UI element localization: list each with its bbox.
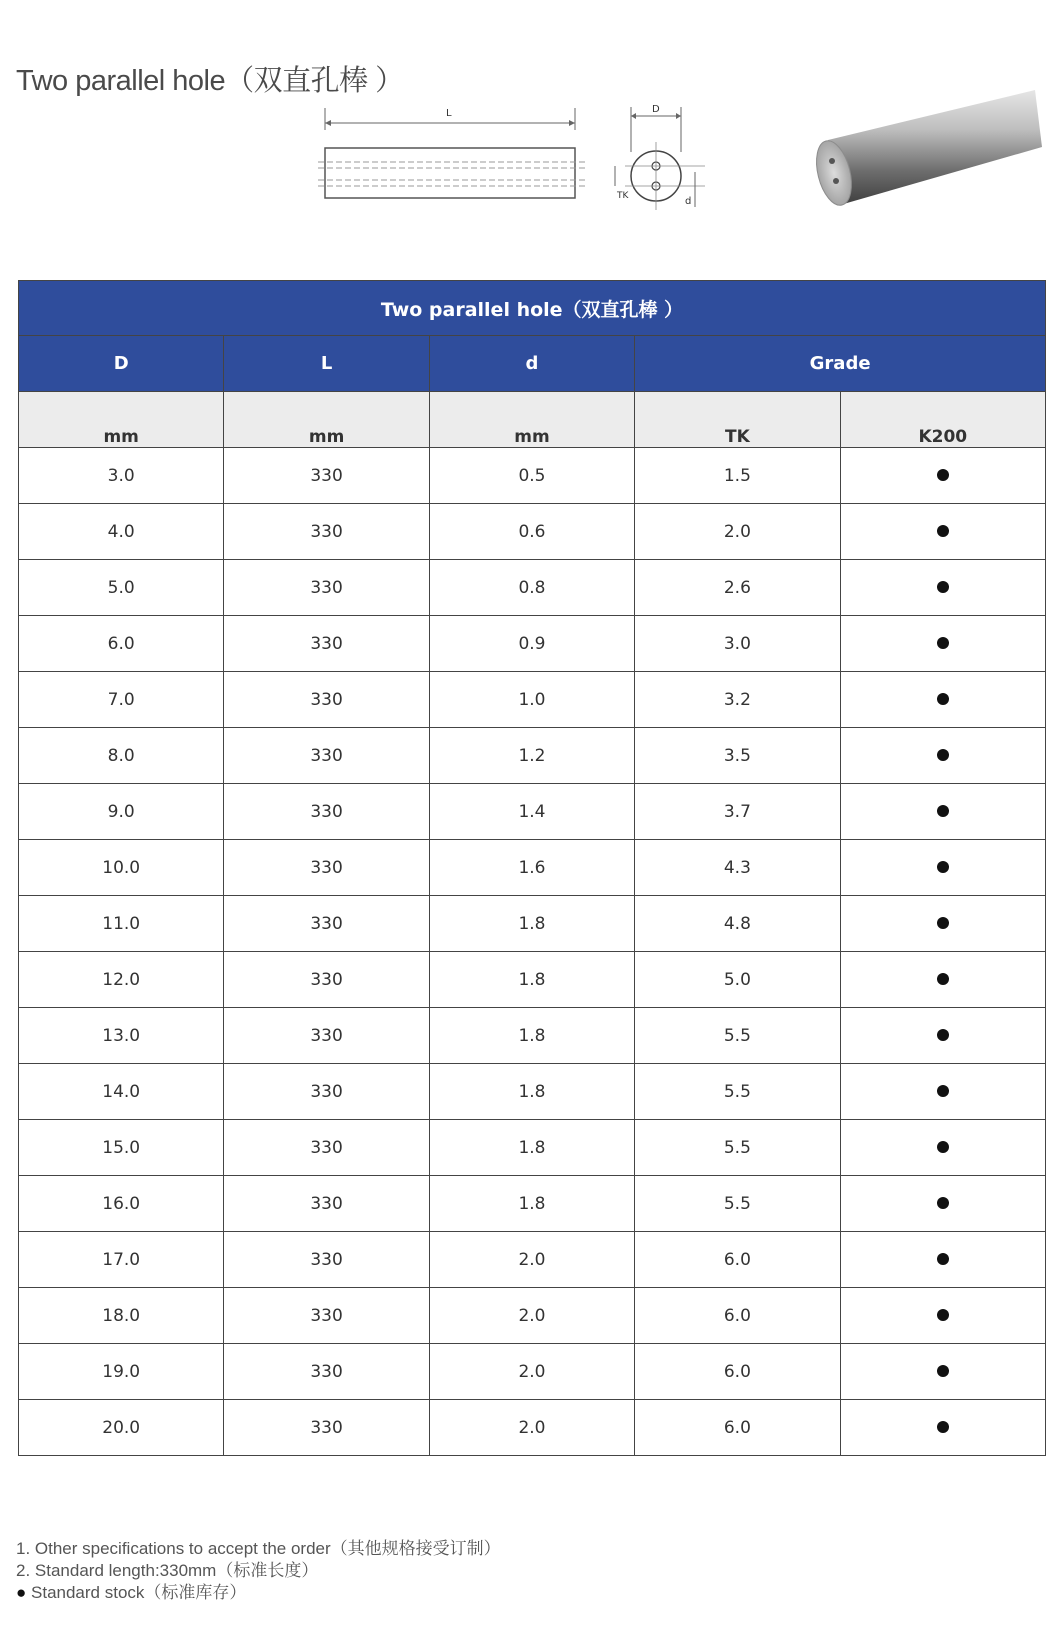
cell-l: 330: [224, 896, 429, 952]
cell-k200: [840, 672, 1045, 728]
cell-tk: 2.6: [635, 560, 840, 616]
cell-k200: [840, 952, 1045, 1008]
cell-d: 1.6: [429, 840, 634, 896]
stock-dot-icon: [937, 1085, 949, 1097]
cell-l: 330: [224, 504, 429, 560]
cell-l: 330: [224, 1064, 429, 1120]
cell-d: 1.8: [429, 1064, 634, 1120]
cell-l: 330: [224, 952, 429, 1008]
stock-dot-icon: [937, 1197, 949, 1209]
table-row: [19, 840, 1046, 896]
cell-l: 330: [224, 448, 429, 504]
cell-tk: 6.0: [635, 1344, 840, 1400]
cell-tk: 3.0: [635, 616, 840, 672]
cell-l: 330: [224, 1120, 429, 1176]
stock-dot-icon: [937, 525, 949, 537]
stock-dot-icon: [937, 469, 949, 481]
cell-l: 330: [224, 616, 429, 672]
cell-d: 11.0: [19, 896, 224, 952]
cell-tk: 3.5: [635, 728, 840, 784]
cell-k200: [840, 1400, 1045, 1456]
stock-dot-icon: [937, 805, 949, 817]
cell-k200: [840, 896, 1045, 952]
stock-dot-icon: [937, 1309, 949, 1321]
page-title: Two parallel hole（双直孔棒 ）: [16, 65, 404, 97]
table-row: [19, 1120, 1046, 1176]
stock-dot-icon: [937, 749, 949, 761]
stock-bullet-icon: ●: [16, 1583, 27, 1602]
cell-d: 15.0: [19, 1120, 224, 1176]
unit-hole-diameter: mm: [429, 392, 634, 448]
cell-k200: [840, 1176, 1045, 1232]
cell-d: 2.0: [429, 1344, 634, 1400]
cell-l: 330: [224, 784, 429, 840]
cell-d: 2.0: [429, 1288, 634, 1344]
cell-l: 330: [224, 728, 429, 784]
cell-k200: [840, 448, 1045, 504]
cell-d: 0.6: [429, 504, 634, 560]
cell-k200: [840, 1008, 1045, 1064]
cell-d: 1.4: [429, 784, 634, 840]
cell-tk: 2.0: [635, 504, 840, 560]
header-hole-diameter: d: [429, 336, 634, 392]
cell-d: 4.0: [19, 504, 224, 560]
note-line-3-text: Standard stock（标准库存）: [26, 1583, 247, 1602]
cell-d: 1.8: [429, 1008, 634, 1064]
notes: [16, 1538, 501, 1604]
cell-d: 2.0: [429, 1400, 634, 1456]
cell-l: 330: [224, 1232, 429, 1288]
table-row: [19, 1400, 1046, 1456]
table-row: [19, 728, 1046, 784]
cell-tk: 1.5: [635, 448, 840, 504]
cell-d: 5.0: [19, 560, 224, 616]
stock-dot-icon: [937, 637, 949, 649]
cell-d: 13.0: [19, 1008, 224, 1064]
table-row: [19, 1176, 1046, 1232]
cell-d: 6.0: [19, 616, 224, 672]
cell-k200: [840, 504, 1045, 560]
stock-dot-icon: [937, 693, 949, 705]
cell-l: 330: [224, 672, 429, 728]
cell-k200: [840, 784, 1045, 840]
cell-l: 330: [224, 1176, 429, 1232]
cell-k200: [840, 840, 1045, 896]
table-row: [19, 1064, 1046, 1120]
cell-tk: 4.3: [635, 840, 840, 896]
cell-d: 2.0: [429, 1232, 634, 1288]
cell-d: 1.8: [429, 896, 634, 952]
cell-tk: 6.0: [635, 1400, 840, 1456]
note-line-1: 1. Other specifications to accept the order（其他规格接受订制）: [16, 1539, 501, 1558]
table-row: [19, 504, 1046, 560]
cell-k200: [840, 616, 1045, 672]
table-row: [19, 448, 1046, 504]
table-row: [19, 616, 1046, 672]
note-line-3: [16, 1582, 501, 1604]
cell-k200: [840, 728, 1045, 784]
cell-l: 330: [224, 1400, 429, 1456]
cell-k200: [840, 560, 1045, 616]
table-row: [19, 1288, 1046, 1344]
cell-d: 8.0: [19, 728, 224, 784]
rod-cross-section-diagram: [617, 102, 715, 217]
cell-d: 18.0: [19, 1288, 224, 1344]
table-row: [19, 1344, 1046, 1400]
stock-dot-icon: [937, 1365, 949, 1377]
cell-l: 330: [224, 560, 429, 616]
unit-length: mm: [224, 392, 429, 448]
cell-k200: [840, 1064, 1045, 1120]
spec-table-body: [19, 448, 1046, 1456]
cell-d: 0.8: [429, 560, 634, 616]
cell-tk: 5.5: [635, 1064, 840, 1120]
cell-tk: 6.0: [635, 1232, 840, 1288]
cell-d: 16.0: [19, 1176, 224, 1232]
cell-tk: 4.8: [635, 896, 840, 952]
table-title: Two parallel hole（双直孔棒 ）: [19, 281, 1046, 336]
stock-dot-icon: [937, 581, 949, 593]
table-row: [19, 1008, 1046, 1064]
hole-label: d: [685, 196, 692, 207]
stock-dot-icon: [937, 861, 949, 873]
cell-tk: 5.5: [635, 1120, 840, 1176]
table-row: [19, 1232, 1046, 1288]
cell-k200: [840, 1344, 1045, 1400]
cell-d: 1.8: [429, 1176, 634, 1232]
table-row: [19, 672, 1046, 728]
cell-d: 14.0: [19, 1064, 224, 1120]
cell-d: 9.0: [19, 784, 224, 840]
cell-d: 19.0: [19, 1344, 224, 1400]
cell-d: 1.8: [429, 1120, 634, 1176]
cell-l: 330: [224, 1008, 429, 1064]
rod-product-image: [810, 85, 1045, 225]
length-label: L: [446, 108, 452, 119]
cell-k200: [840, 1288, 1045, 1344]
cell-l: 330: [224, 840, 429, 896]
diameter-label: D: [652, 104, 660, 115]
tk-label: TK: [617, 191, 629, 201]
cell-d: 0.9: [429, 616, 634, 672]
cell-l: 330: [224, 1344, 429, 1400]
cell-k200: [840, 1120, 1045, 1176]
table-row: [19, 784, 1046, 840]
cell-d: 12.0: [19, 952, 224, 1008]
cell-tk: 5.0: [635, 952, 840, 1008]
table-row: [19, 560, 1046, 616]
table-row: [19, 952, 1046, 1008]
header-length: L: [224, 336, 429, 392]
cell-d: 17.0: [19, 1232, 224, 1288]
header-grade: Grade: [635, 336, 1046, 392]
stock-dot-icon: [937, 1141, 949, 1153]
stock-dot-icon: [937, 917, 949, 929]
cell-k200: [840, 1232, 1045, 1288]
cell-d: 3.0: [19, 448, 224, 504]
unit-tk: TK: [635, 392, 840, 448]
cell-d: 1.2: [429, 728, 634, 784]
stock-dot-icon: [937, 973, 949, 985]
stock-dot-icon: [937, 1253, 949, 1265]
stock-dot-icon: [937, 1029, 949, 1041]
unit-diameter: mm: [19, 392, 224, 448]
cell-d: 1.8: [429, 952, 634, 1008]
cell-tk: 3.7: [635, 784, 840, 840]
cell-d: 20.0: [19, 1400, 224, 1456]
unit-k200: K200: [840, 392, 1045, 448]
header-diameter: D: [19, 336, 224, 392]
stock-dot-icon: [937, 1421, 949, 1433]
spec-table: [18, 280, 1046, 1456]
cell-tk: 5.5: [635, 1008, 840, 1064]
cell-d: 7.0: [19, 672, 224, 728]
cell-d: 1.0: [429, 672, 634, 728]
cell-tk: 3.2: [635, 672, 840, 728]
cell-tk: 5.5: [635, 1176, 840, 1232]
cell-tk: 6.0: [635, 1288, 840, 1344]
rod-side-view-diagram: [318, 102, 608, 202]
cell-d: 10.0: [19, 840, 224, 896]
cell-l: 330: [224, 1288, 429, 1344]
cell-d: 0.5: [429, 448, 634, 504]
note-line-2: 2. Standard length:330mm（标准长度）: [16, 1561, 319, 1580]
table-row: [19, 896, 1046, 952]
